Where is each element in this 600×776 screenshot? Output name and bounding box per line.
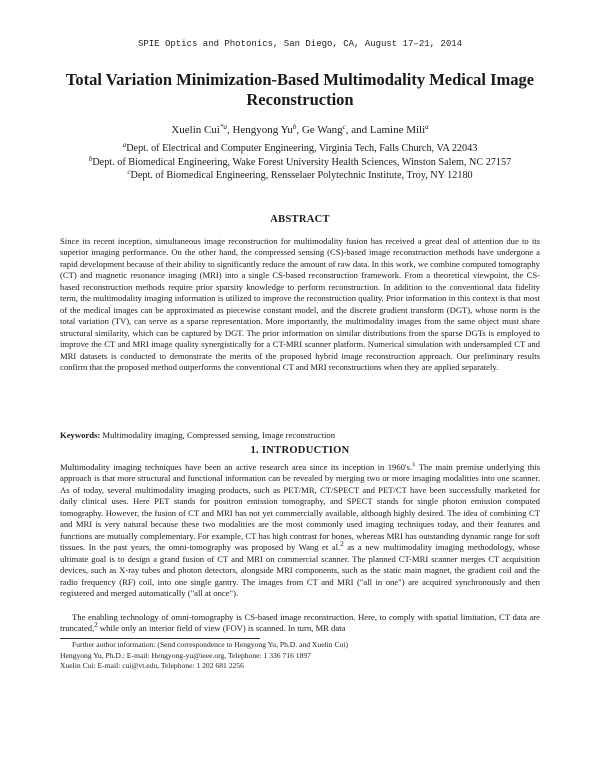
author: Ge Wang$^c$, and: [301, 123, 370, 136]
footnotes: [60, 640, 540, 672]
footnote-rule: [60, 638, 260, 639]
intro-paragraph-1: Multimodality imaging techniques have been an active research area since its inception in 1960's.$^1$ The main premise underlying this approach is that more structural and functional information can be revealed by merging two or more imaging modalities into one scanner. As of today, several multimodality imaging products, such as PET/MR, CT/SPECT and PET/CT have been successfully marketed for daily clinical uses. Here PET stands for positron emission tomography, and SPECT stands for single photon emission computed tomography. However, the fusion of CT and MRI has not yet commercially available, although highly desired. The idea of combining CT and MRI is very natural because these two modalities are the most commonly used imaging techniques today, and their features and functions are mutually complementary. For example, CT has high contrast for bones, whereas MRI has outstanding dynamic range for soft tissues. In the past years, the omni-tomography was proposed by Wang et al.$^2$ as a new multimodality imaging methodology, whose ultimate goal is to design a grand fusion of CT and MRI on commercial scanner. The planned CT-MRI scanner merges CT acquisition devices, such as X-ray tubes and photon detectors, alongside MRI components, such as the static main magnet, the gradient coil and the radio frequency (RF) coil, into one single gantry. The images from CT and MRI ("all in one") are acquired synchronously and then registered and merged automatically ("all at once").: [60, 462, 540, 598]
footnote: Hengyong Yu, Ph.D.: E-mail: Hengyong-yu@ieee.org, Telephone: 1 336 716 1897: [60, 650, 311, 660]
author-list: [60, 123, 540, 137]
author: Lamine Mili$^a$: [369, 123, 429, 136]
introduction-heading: 1. INTRODUCTION: [250, 445, 350, 456]
citation-ref: 2: [340, 540, 344, 549]
author: Hengyong Yu$^b$,: [232, 123, 302, 136]
footnote: Further author information: (Send correspondence to Hengyong Yu, Ph.D. and Xuelin Cui): [72, 640, 348, 649]
citation-ref: 1: [412, 462, 416, 468]
keywords-line: [60, 430, 540, 441]
footnote: Xuelin Cui: E-mail: cui@vt.edu, Telephone: 1 202 681 2256: [60, 661, 244, 671]
citation-ref: 2: [94, 621, 98, 630]
abstract-text: Since its recent inception, simultaneous image reconstruction for multimodality fusion has received a great deal of attention due to its superior imaging performance. On the other hand, the compressed sensing (CS)-based image reconstruction methods have undergone a rapid development because of their ability to significantly reduce the amount of raw data. In this work, we combine computed tomography (CT) and magnetic resonance imaging (MRI) into a single CS-based reconstruction framework. From a theoretical viewpoint, the CS-based reconstruction methods require prior sparsity knowledge to perform reconstruction. In addition to the conventional data fidelity term, the multimodality imaging information is utilized to improve the reconstruction quality. Prior information in this context is that most of the medical images can be approximated as piecewise constant model, and the discrete gradient transform (DGT), whose norm is the total variation (TV), can serve as a sparse representation. More importantly, the multimodality images from the same object must share structural similarity, which can be captured by DGT. The prior information on similar distributions from the sparse DGTs is employed to improve the CT and MRI image quality synergistically for a CT-MRI scanner platform. Numerical simulation with undersampled CT and MRI datasets is conducted to demonstrate the merits of the proposed hybrid image reconstruction approach. Our preliminary results confirm that the proposed method outperforms the conventional CT and MRI reconstructions when they are applied separately.: [60, 236, 540, 372]
abstract-heading: ABSTRACT: [270, 214, 330, 225]
running-head: SPIE Optics and Photonics, San Diego, CA, August 17–21, 2014: [137, 39, 463, 49]
keywords-text: Multimodality imaging, Compressed sensing, Image reconstruction: [102, 430, 336, 440]
intro-paragraph-2: The enabling technology of omni-tomography is CS-based image reconstruction. Here, to comply with spatial limitation, CT data are truncated,$^2$ while only an interior field of view (FOV) is scanned. In turn, MR data: [60, 612, 540, 634]
author: Xuelin Cui$^{*a}$,: [171, 123, 233, 136]
paper-title: Total Variation Minimization-Based Multimodality Medical Image Reconstruction: [65, 70, 535, 109]
keywords-label: Keywords:: [60, 430, 101, 440]
affiliation-list: [60, 142, 540, 183]
affiliation: $^b$Dept. of Biomedical Engineering, Wake Forest University Health Sciences, Winston Salem, NC 27157: [88, 154, 512, 168]
affiliation: $^c$Dept. of Biomedical Engineering, Rensselaer Polytechnic Institute, Troy, NY 12180: [127, 168, 473, 182]
affiliation: $^a$Dept. of Electrical and Computer Engineering, Virginia Tech, Falls Church, VA 22043: [122, 141, 478, 154]
